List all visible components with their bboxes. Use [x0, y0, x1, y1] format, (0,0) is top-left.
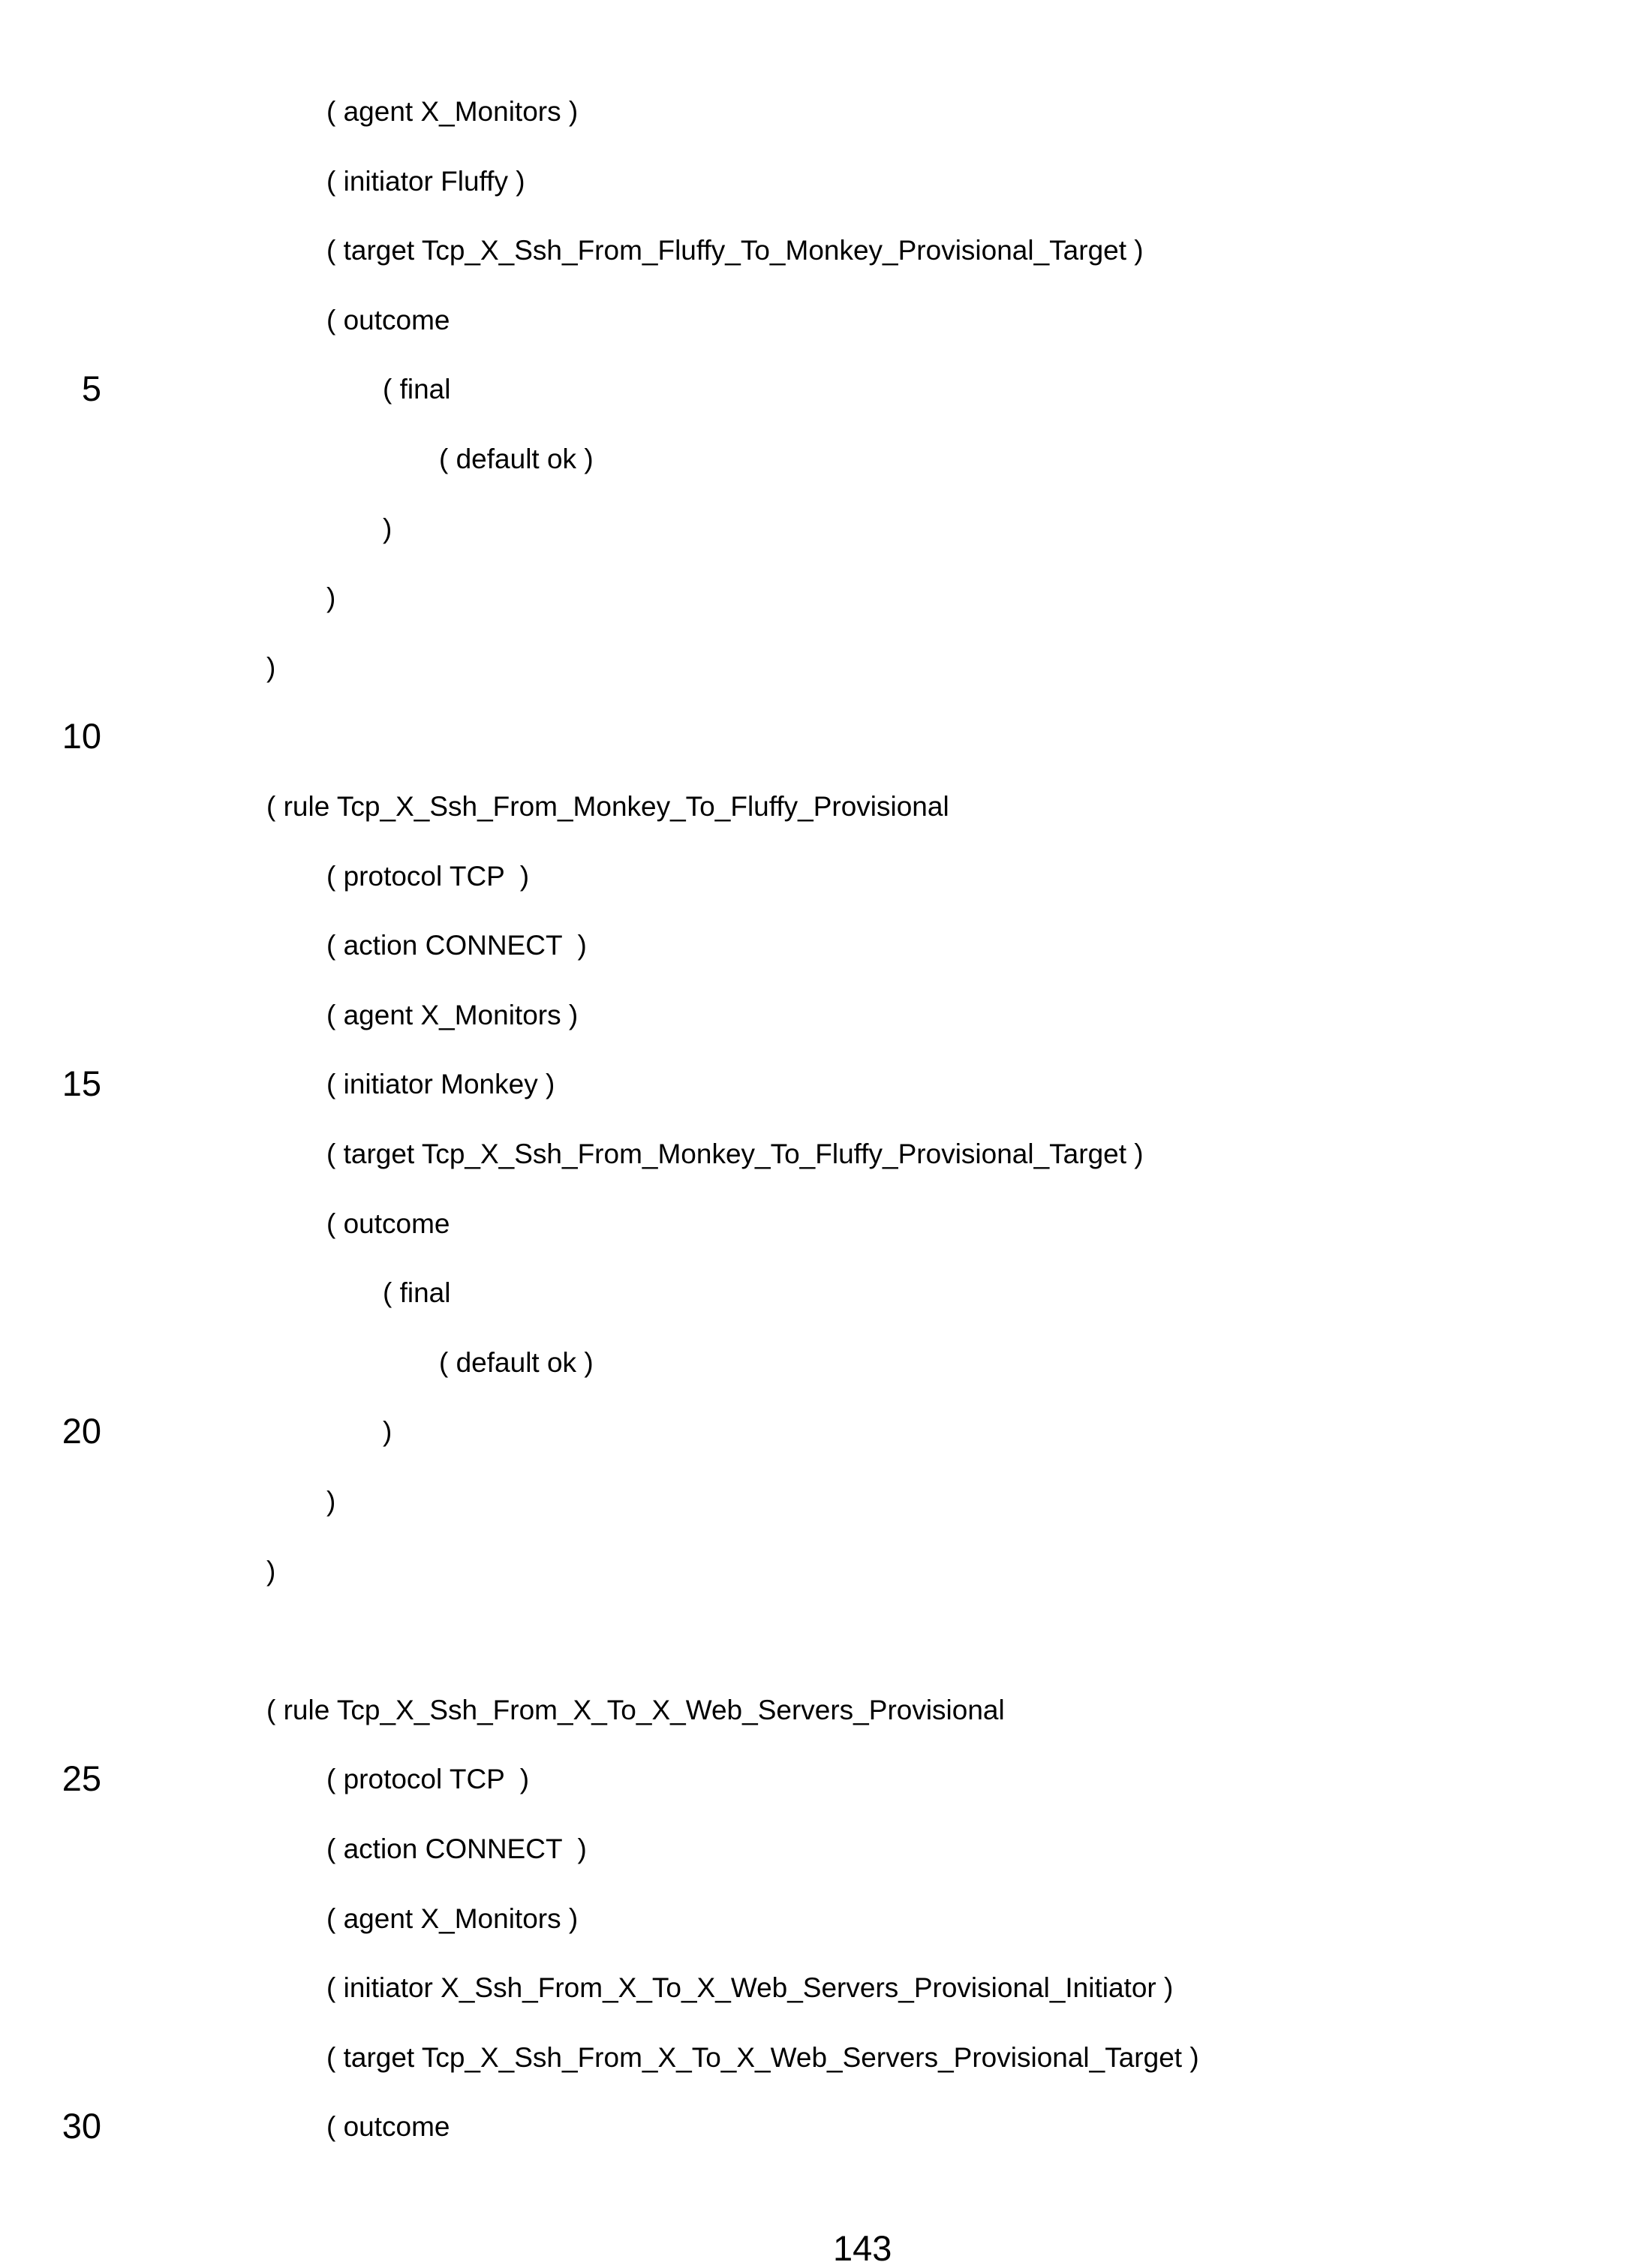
code-line: ( agent X_Monitors ) — [326, 1903, 579, 1934]
code-line: ( agent X_Monitors ) — [326, 96, 579, 127]
code-line: ( default ok ) — [439, 1346, 594, 1378]
code-line: ( outcome — [326, 2111, 450, 2143]
code-line: ( default ok ) — [439, 444, 594, 474]
line-number: 15 — [62, 1063, 101, 1104]
code-line: ( final — [383, 1277, 451, 1309]
code-line: ( initiator Fluffy ) — [326, 165, 525, 197]
code-line: ( protocol TCP ) — [326, 1764, 530, 1795]
code-line: ) — [326, 1486, 336, 1517]
code-line: ( target Tcp_X_Ssh_From_X_To_X_Web_Servers_Provisional_Target ) — [326, 2041, 1199, 2073]
code-line: ( agent X_Monitors ) — [326, 999, 579, 1030]
code-line: ( action CONNECT ) — [326, 1833, 587, 1864]
code-line: ( protocol TCP ) — [326, 860, 530, 892]
line-number: 20 — [62, 1411, 101, 1451]
code-line: ( outcome — [326, 1208, 450, 1239]
page-number: 143 — [833, 2228, 892, 2268]
code-line: ( rule Tcp_X_Ssh_From_X_To_X_Web_Servers_Provisional — [266, 1694, 1005, 1725]
code-line: ) — [383, 1416, 392, 1448]
line-number: 10 — [62, 716, 101, 757]
code-line: ( initiator Monkey ) — [326, 1069, 555, 1100]
code-line: ( target Tcp_X_Ssh_From_Fluffy_To_Monkey_Provisional_Target ) — [326, 235, 1144, 266]
code-line: ) — [266, 651, 276, 683]
code-line: ) — [326, 582, 336, 614]
code-line: ( outcome — [326, 304, 450, 335]
code-line: ) — [383, 513, 392, 544]
code-line: ( initiator X_Ssh_From_X_To_X_Web_Servers_Provisional_Initiator ) — [326, 1972, 1174, 2004]
code-line: ) — [266, 1555, 276, 1587]
code-line: ( rule Tcp_X_Ssh_From_Monkey_To_Fluffy_Provisional — [266, 791, 949, 822]
code-line: ( action CONNECT ) — [326, 930, 587, 961]
code-line: ( target Tcp_X_Ssh_From_Monkey_To_Fluffy_Provisional_Target ) — [326, 1139, 1144, 1169]
line-number: 25 — [62, 1758, 101, 1799]
line-number: 5 — [81, 368, 101, 409]
code-line: ( final — [383, 374, 451, 405]
line-number: 30 — [62, 2106, 101, 2146]
